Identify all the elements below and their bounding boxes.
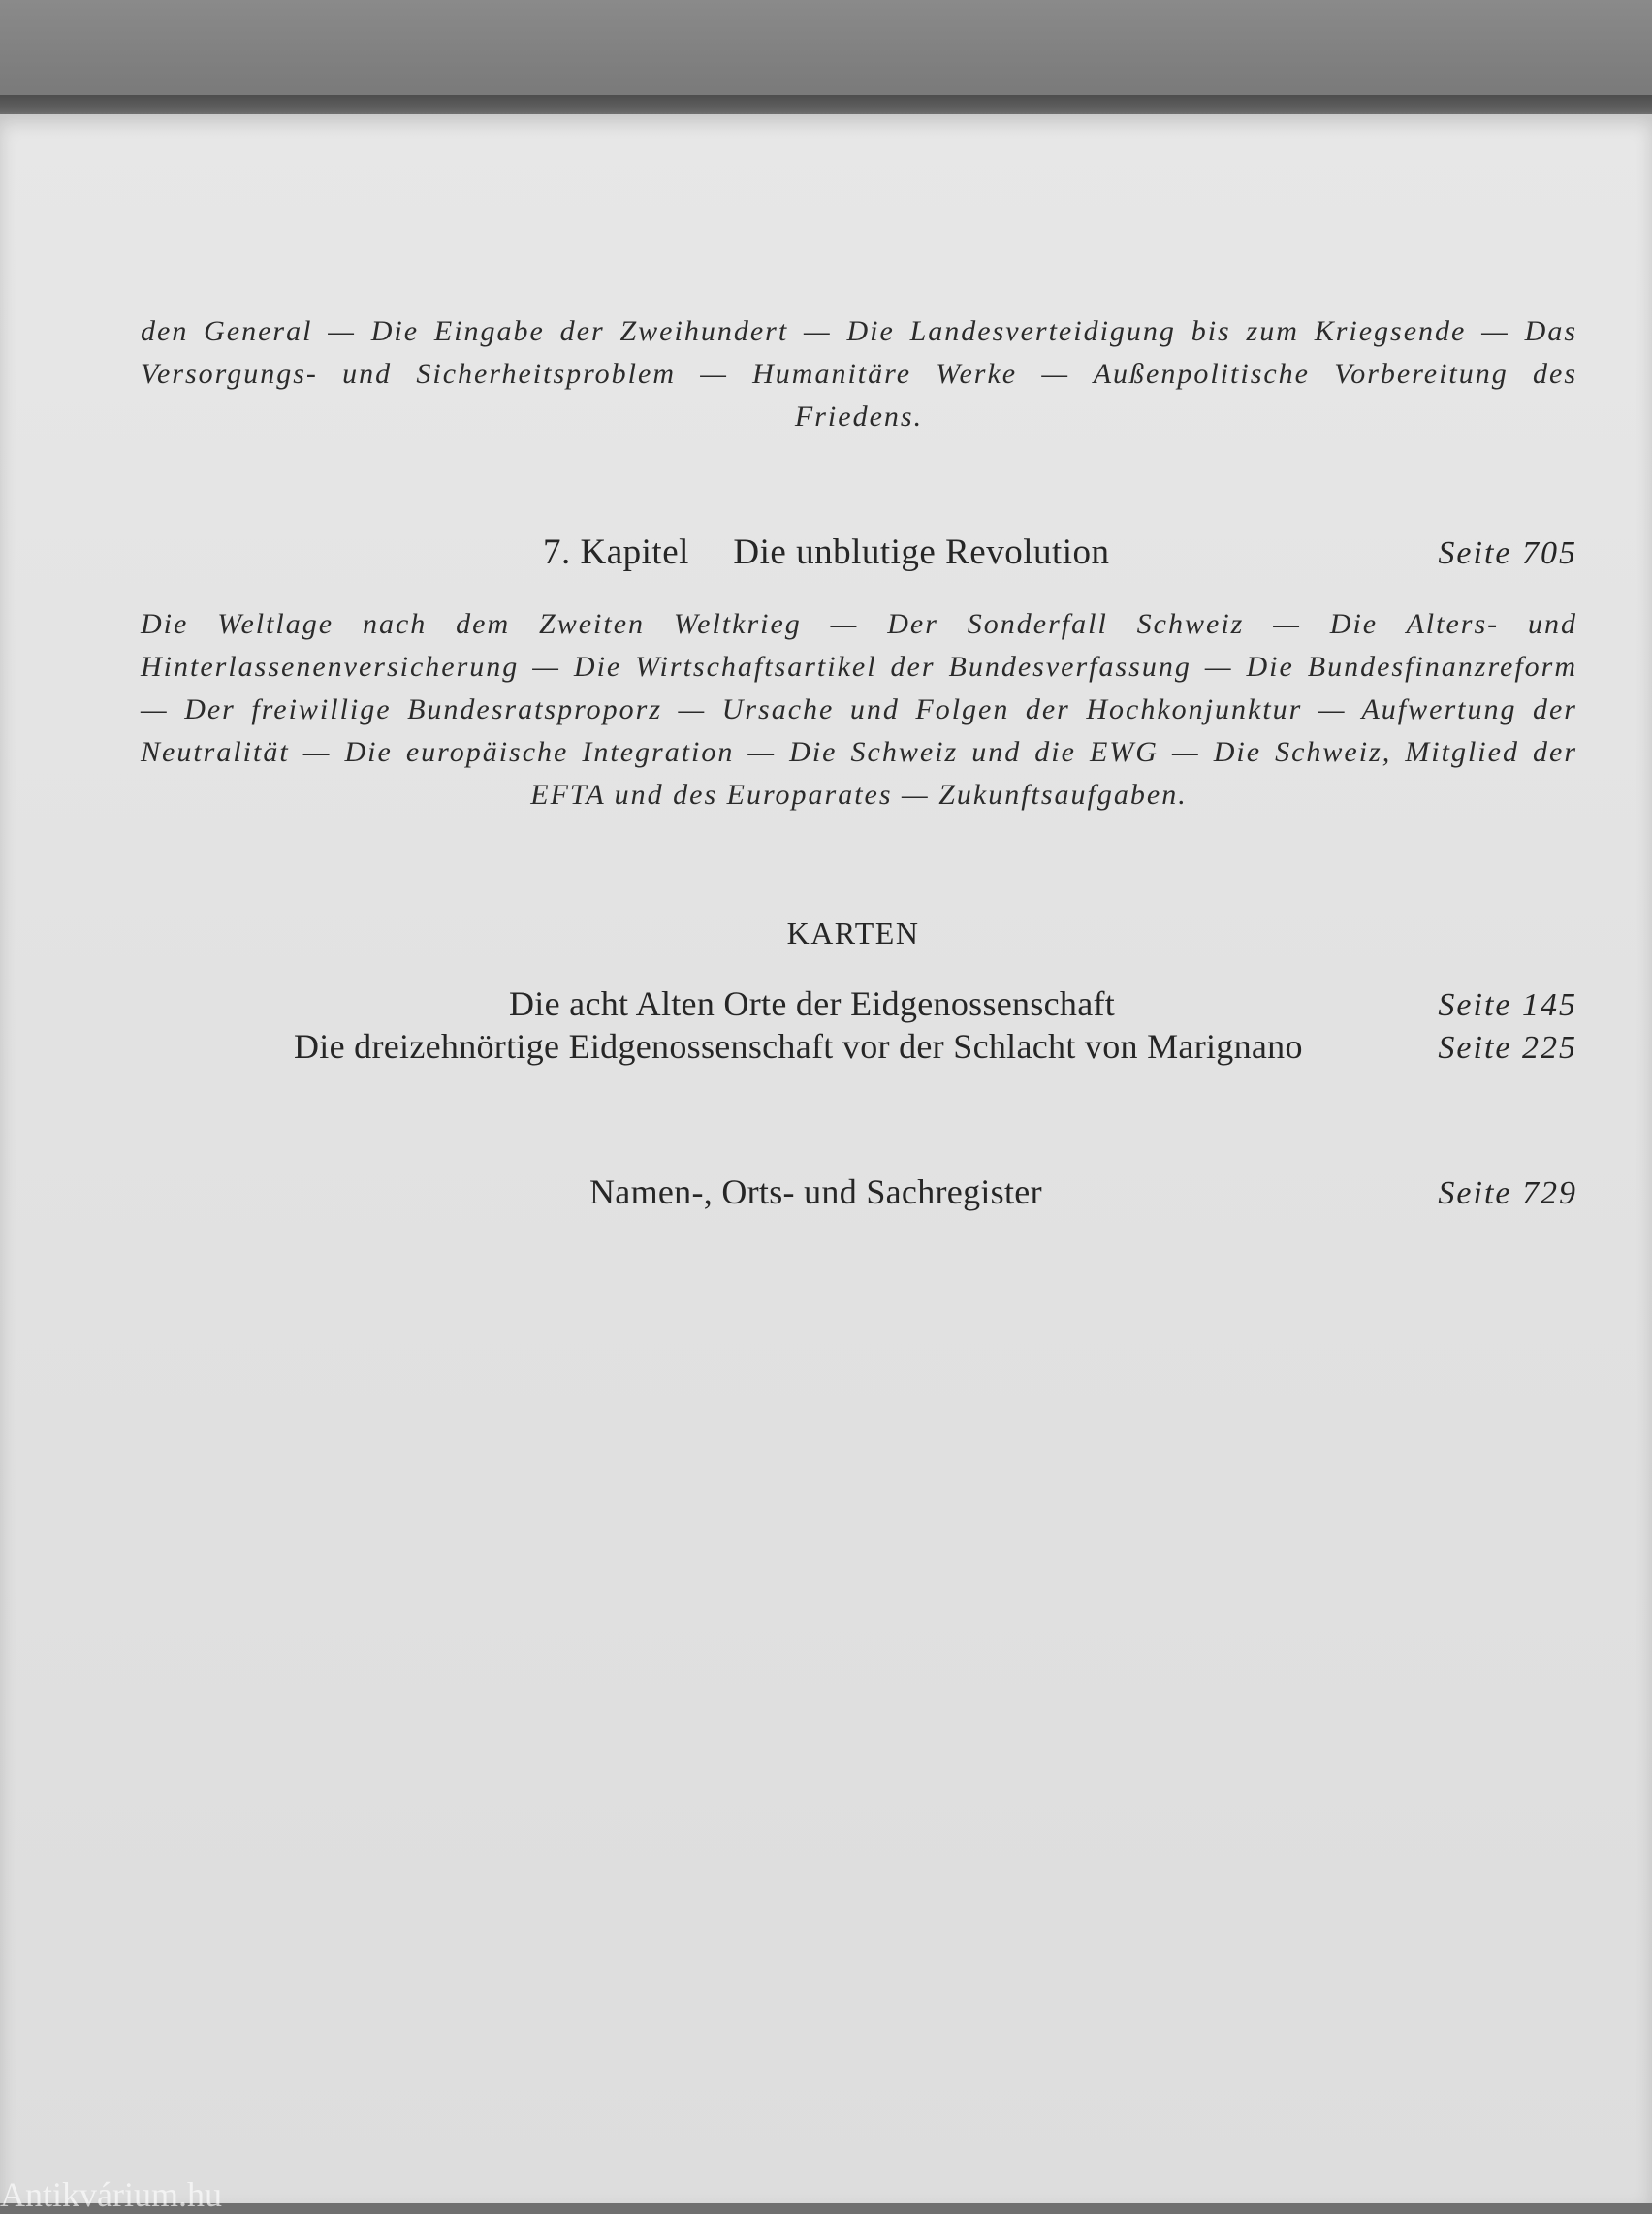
map-entry-title: Die dreizehnörtige Eidgenossenschaft vor der Schlacht von Marignano <box>294 1027 1303 1066</box>
map-entry <box>294 1026 1577 1067</box>
maps-heading: KARTEN <box>786 915 920 950</box>
chapter-7-title: Die unblutige Revolution <box>733 532 1110 572</box>
map-entry-page-ref: Seite 145 <box>1438 987 1577 1023</box>
index-page-ref: Seite 729 <box>1438 1175 1577 1211</box>
watermark-text: Antikvárium.hu <box>0 2175 222 2214</box>
chapter-7-summary: Die Weltlage nach dem Zweiten Weltkrieg — Der Sonderfall Schweiz — Die Alters- und Hinterlassenenversicherung — Die Wirtschaftsartikel der Bundesverfassung — Die Bundesfinanzreform — Der freiwillige Bundesratsproporz — Ursache und Folgen der Hochkonjunktur — Aufwertung der Neutralität — Die europäische Integration — Die Schweiz und die EWG — Die Schweiz, Mitglied der EFTA und des Europarates — Zukunftsaufgaben. <box>141 608 1577 811</box>
chapter-7-label: 7. Kapitel <box>543 532 689 572</box>
chapter-7-page-ref: Seite 705 <box>1438 535 1577 571</box>
map-entry <box>509 983 1577 1024</box>
map-entry-title: Die acht Alten Orte der Eidgenossenschaft <box>509 984 1116 1023</box>
intro-paragraph: den General — Die Eingabe der Zweihundert — Die Landesverteidigung bis zum Kriegsende — Das Versorgungs- und Sicherheitsproblem — Humanitäre Werke — Außenpolitische Vorbereitung des Friedens. <box>141 315 1577 433</box>
map-entry-page-ref: Seite 225 <box>1438 1030 1577 1066</box>
index-entry <box>589 1171 1577 1212</box>
index-title: Namen-, Orts- und Sachregister <box>589 1172 1042 1211</box>
book-page <box>0 114 1652 2214</box>
chapter-7-heading <box>543 531 1577 573</box>
chapter-7-title-group <box>543 531 1110 573</box>
